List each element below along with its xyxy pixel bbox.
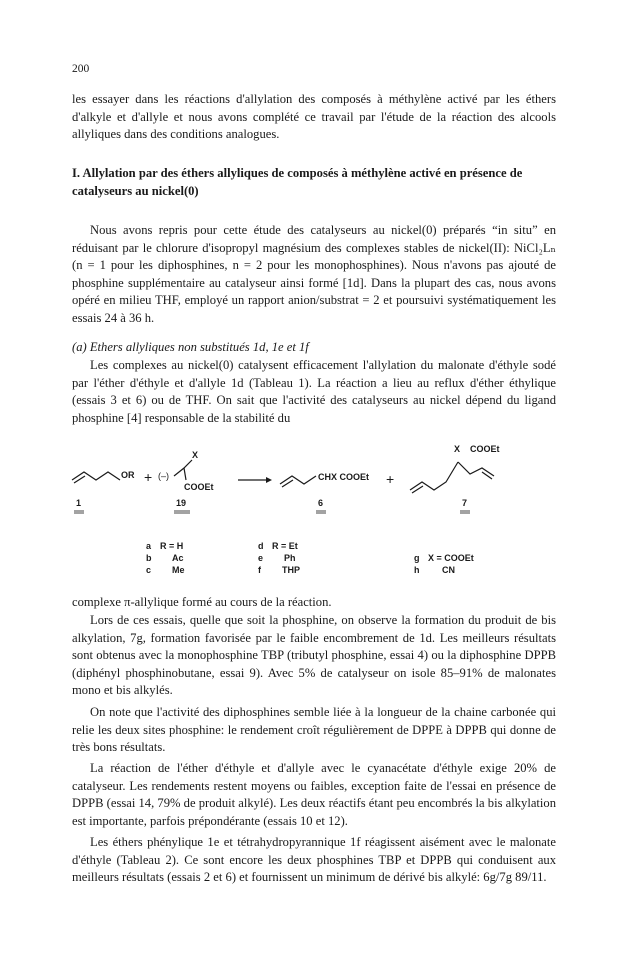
subsection-paragraph: Les complexes au nickel(0) catalysent efficacement l'allylation du malonate d'éthyle sodé par l'éther d'éthyle et d'allyle 1d (Tableau 1). La réaction a lieu au reflux d'éther éthylique (essais 3 et 6) ou de THF. On sait que l'activité des catalyseurs au nickel dépend du ligand phosphine [4] responsable de la stabilité du xyxy=(72,358,556,425)
intro-paragraph: les essayer dans les réactions d'allylation des composés à méthylène activé par les éthers d'alkyle et d'allyle et nous avons complété ce travail par l'étude de la réaction des alcools allyliques dans des conditions analogues. xyxy=(72,92,556,142)
plus-sign-2: + xyxy=(386,471,395,487)
reaction-arrow-head xyxy=(266,477,272,483)
body-paragraph: complexe π-allylique formé au cours de la réaction. xyxy=(72,595,332,609)
compound-number-19: 19 xyxy=(176,498,187,508)
legend-letter: e xyxy=(258,553,264,563)
product-group-label: CHX COOEt xyxy=(318,472,370,482)
product-7-x-label: X xyxy=(454,444,461,454)
subsection-heading: (a) Ethers allyliques non substitués 1d, 1e et 1f xyxy=(72,340,309,354)
body-paragraph: Les éthers phénylique 1e et tétrahydropyrannique 1f réagissent aisément avec le malonate d'éthyle (Tableau 2). Ce sont encore les deux phosphines TBP et DPPB qui conduisent aux meilleurs résultats (essais 2 et 6) et fournissent un minimum de dérivé bis alkylé: 6g/7g 89/11. xyxy=(72,835,556,885)
legend-value: Ph xyxy=(284,553,296,563)
product-7-structure xyxy=(410,462,458,490)
anion-x-label: X xyxy=(192,450,199,460)
legend-letter: a xyxy=(146,541,152,551)
legend-letter: b xyxy=(146,553,152,563)
section-heading: I. Allylation par des éthers allyliques de composés à méthylène activé en présence de catalyseurs au nickel(0) xyxy=(72,166,523,198)
legend-letter: h xyxy=(414,565,420,575)
legend-letter: d xyxy=(258,541,264,551)
body-paragraph: On note que l'activité des diphosphines semble liée à la longueur de la chaine carbonée qui relie les deux sites phosphine: le rendement croît régulièrement de DPPE à DPPB qui donne de très bons résultats. xyxy=(72,705,556,755)
legend-letter: c xyxy=(146,565,152,575)
legend-letter: f xyxy=(258,565,261,575)
plus-sign: + xyxy=(144,469,153,485)
compound-number-1: 1 xyxy=(76,498,82,508)
legend-value: Me xyxy=(172,565,185,575)
anion-structure xyxy=(174,460,192,476)
anion-ester-label: COOEt xyxy=(184,482,214,492)
compound-number-6: 6 xyxy=(318,498,324,508)
legend-letter: g xyxy=(414,553,420,563)
legend-value: THP xyxy=(282,565,300,575)
anion-charge-label: (–) xyxy=(158,471,169,481)
legend-value: CN xyxy=(442,565,455,575)
section-paragraph: Nous avons repris pour cette étude des catalyseurs au nickel(0) préparés “in situ” en réduisant par le chlorure d'isopropyl magnésium des complexes stables de nickel(II): NiCl₂Lₙ (n = 1 pour les diphosphines, n = 2 pour les monophosphines). Nous n'avons pas ajouté de phosphine supplémentaire au catalyseur ainsi formé [1d]. Dans la plupart des cas, nous avons opéré en milieu THF, employé un rapport anion/substrat = 2 et poursuivi systématiquement les essais 24 à 36 h. xyxy=(72,223,556,325)
compound-number-7: 7 xyxy=(462,498,468,508)
product-7-ester-label: COOEt xyxy=(470,444,500,454)
legend-value: R = H xyxy=(160,541,184,551)
legend-value: R = Et xyxy=(272,541,298,551)
reactant-group-label: OR xyxy=(121,470,135,480)
body-paragraph: Lors de ces essais, quelle que soit la phosphine, on observe la formation du produit de bis alkylation, 7g, formation favorisée par le faible encombrement de 1d. Les meilleurs résultats sont obtenus avec la monophosphine TBP (tributyl phosphine, essai 4) ou la diphosphine DPPB (diphényl phosphinobutane, essai 9). Avec 5% de catalyseur on isole 85–91% de malonates mono et bis alkylés. xyxy=(72,613,556,698)
page-number: 200 xyxy=(72,63,90,75)
allyl-ether-structure xyxy=(72,472,120,480)
product-6-structure xyxy=(280,476,316,484)
legend-value: Ac xyxy=(172,553,184,563)
legend-value: X = COOEt xyxy=(428,553,474,563)
reaction-scheme xyxy=(60,432,564,584)
body-paragraph: La réaction de l'éther d'éthyle et d'allyle avec le cyanacétate d'éthyle exige 20% de catalyseur. Les rendements restent moyens ou faibles, exception faite de l'essai en présence de DPPB (essai 14, 79% de produit alkylé). Les deux réactifs étant peu encombrés la bis alkylation est importante, parfois prépondérante (essais 10 et 12). xyxy=(72,761,556,828)
